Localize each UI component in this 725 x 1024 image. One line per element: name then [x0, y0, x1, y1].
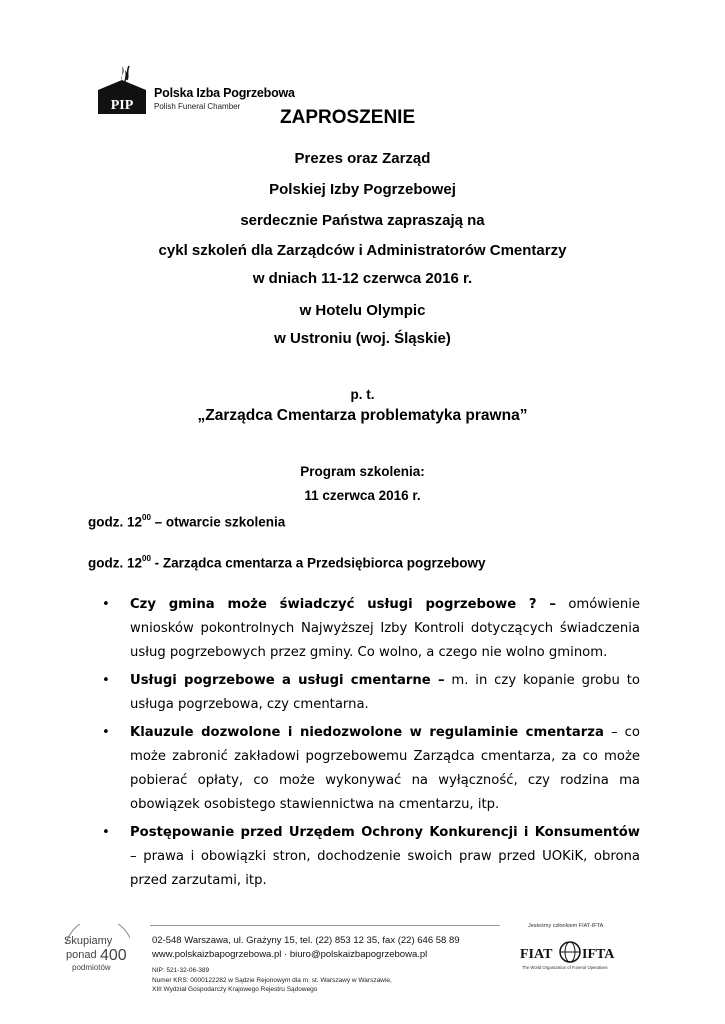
list-item: • Usługi pogrzebowe a usługi cmentarne – m. in czy kopanie grobu to usługa pogrzebowa, czy cmentarna. [88, 669, 640, 717]
logo-mark-text: PIP [110, 98, 134, 113]
footer-nip: NIP: 521-32-06-389 [152, 967, 210, 974]
schedule-item: godz. $12^{00}$ - Zarządca cmentarza a Przedsiębiorca pogrzebowy [88, 554, 486, 571]
intro-line: serdecznie Państwa zapraszają na [240, 212, 485, 229]
skupiamy-badge [58, 924, 138, 986]
footer-wydzial: XIII Wydział Gospodarczy Krajowego Rejestru Sądowego [152, 986, 318, 993]
pip-logo [96, 62, 295, 132]
organization-name: Polska Izba Pogrzebowa [154, 86, 295, 100]
program-date: 11 czerwca 2016 r. [304, 488, 421, 503]
intro-line: w dniach 11-12 czerwca 2016 r. [252, 270, 473, 287]
intro-line: Polskiej Izby Pogrzebowej [269, 181, 456, 198]
list-item: • Czy gmina może świadczyć usługi pogrzebowe ? – omówienie wniosków pokontrolnych Najwyższej Izby Kontroli dotyczących świadczenia usług pogrzebowych przez gminy. Co wolno, a czego nie wolno gminom. [88, 593, 640, 665]
footer-krs: Numer KRS: 0000122282 w Sądzie Rejonowym dla m. st. Warszawy w Warszawie, [152, 976, 392, 984]
badge-line2: ponad [66, 949, 97, 961]
fiat-caption: The World Organization of Funeral Operatives [522, 965, 608, 970]
footer-divider [150, 925, 500, 926]
program-heading: Program szkolenia: [300, 464, 425, 479]
training-subject: „Zarządca Cmentarza problematyka prawna” [197, 407, 528, 424]
fiat-right-text: IFTA [582, 947, 615, 962]
footer-address: 02-548 Warszawa, ul. Grażyny 15, tel. (22) 853 12 35, fax (22) 646 58 89 [152, 935, 460, 946]
membership-note: Jesteśmy członkiem FIAT-IFTA [528, 923, 604, 929]
flame-shield-icon [96, 62, 148, 124]
topic-list [88, 593, 640, 897]
fiat-ifta-logo [520, 934, 620, 974]
organization-subtitle: Polish Funeral Chamber [154, 102, 241, 111]
list-item: • Postępowanie przed Urzędem Ochrony Konkurencji i Konsumentów – prawa i obowiązki stron, dochodzenie swoich praw przed UOKiK, obrona przed zarzutami, itp. [88, 821, 640, 893]
badge-line1: Skupiamy [64, 935, 113, 947]
bullet-icon: • [102, 597, 110, 612]
intro-line: w Hotelu Olympic [299, 302, 426, 319]
intro-line: Prezes oraz Zarząd [294, 150, 431, 167]
bullet-icon: • [102, 673, 110, 688]
footer-contact [152, 934, 460, 995]
intro-line: cykl szkoleń dla Zarządców i Administratorów Cmentarzy [158, 242, 567, 259]
intro-line: w Ustroniu (woj. Śląskie) [274, 330, 451, 347]
bullet-icon: • [102, 825, 110, 840]
badge-number: 400 [100, 947, 127, 964]
bullet-icon: • [102, 725, 110, 740]
list-item: • Klauzule dozwolone i niedozwolone w regulaminie cmentarza – co może zabronić zakładowi pogrzebowemu Zarządca cmentarza, za co może pobierać opłaty, co może wykonywać na wyłączność, czy rodzina ma obowiązek osobistego stawiennictwa na cmentarzu, itp. [88, 721, 640, 817]
fiat-left-text: FIAT [520, 947, 553, 962]
pt-label: p. t. [350, 387, 375, 402]
page-title: ZAPROSZENIE [280, 107, 416, 128]
schedule-item: godz. $12^{00}$ – otwarcie szkolenia [88, 513, 286, 530]
badge-line3: podmiotów [72, 963, 111, 972]
footer-web: www.polskaizbapogrzebowa.pl · biuro@polskaizbapogrzebowa.pl [152, 949, 428, 960]
